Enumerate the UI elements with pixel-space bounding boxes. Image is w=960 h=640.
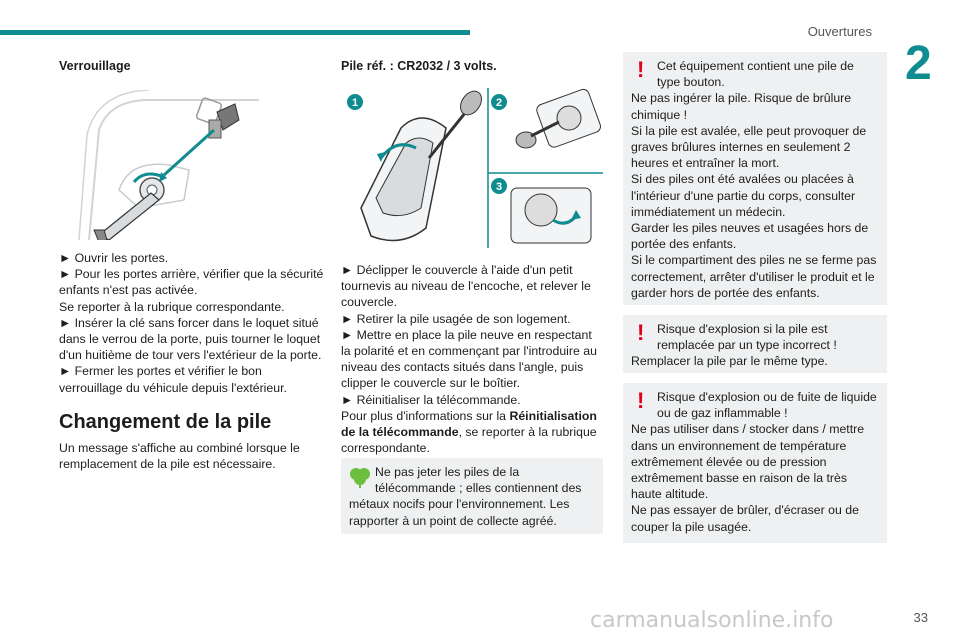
page-number: 33 [913, 610, 928, 625]
locking-steps: ► Ouvrir les portes. ► Pour les portes arrière, vérifier que la sécurité enfants n'est pas activée. Se reporter à la rubrique correspondante. ► Insérer la clé sans forcer dans le loquet situé dans le verrou de la porte, puis tourner le loquet d'un huitième de tour vers l'extérieur de la porte. ► Fermer les portes et vérifier le bon verrouillage du véhicule depuis l'extérieur. [59, 251, 324, 395]
battery-warning-rest: Ne pas ingérer la pile. Risque de brûlure chimique ! Si la pile est avalée, elle peut provoquer de graves brûlures internes en seulement 2 heures et entraîner la mort. Si des piles ont été avalées ou placées à l'intérieur d'une partie du corps, consulter immédiatement un médecin. Garder les piles neuves et usagées hors de portée des enfants. Si le compartiment des piles ne se ferme pas correctement, arrêter d'utiliser le produit et le garder hors de portée des enfants. [631, 91, 877, 300]
column-middle [341, 58, 603, 74]
fig-label-3: 3 [495, 181, 503, 193]
reset-reference [341, 408, 603, 457]
battery-change-intro: Un message s'affiche au combiné lorsque le remplacement de la pile est nécessaire. [59, 440, 300, 472]
reset-ref-text: Pour plus d'informations sur la [341, 408, 510, 423]
leak-warning-rest: Ne pas utiliser dans / stocker dans / mettre dans un environnement de température extrêmement élevée ou de pression extrêmement basse en raison de la très haute altitude. Ne pas essayer de brûler, d'écraser ou de couper la pile usagée. [631, 422, 865, 534]
leak-warning-note [623, 383, 887, 543]
door-lock-illustration [59, 90, 264, 240]
locking-heading: Verrouillage [59, 59, 131, 73]
battery-instructions [341, 262, 603, 456]
reset-ref-link: Réinitialisation de la télécommande [341, 408, 597, 440]
locking-instructions [59, 250, 324, 472]
battery-warning-first: Cet équipement contient une pile de type bouton. [657, 59, 854, 90]
environment-note-first: Ne pas jeter les piles de la télécommande ; elles contiennent des [375, 465, 582, 496]
explosion-warning-first: Risque d'explosion si la pile est remplacée par un type incorrect ! [657, 322, 837, 353]
environment-note [341, 458, 603, 534]
eco-leaf-icon [349, 466, 371, 488]
environment-note-rest: métaux nocifs pour l'environnement. Les rapporter à un point de collecte agréé. [349, 497, 570, 528]
leak-warning-first: Risque d'explosion ou de fuite de liquide ou de gaz inflammable ! [657, 390, 877, 421]
header-accent-bar [0, 30, 470, 35]
reset-ref-text-end: , se reporter à la rubrique correspondante. [341, 425, 597, 456]
battery-ref-heading: Pile réf. : CR2032 / 3 volts. [341, 59, 497, 73]
fig-label-2: 2 [495, 97, 503, 109]
warning-icon: ! [637, 320, 645, 345]
watermark: carmanualsonline.info [590, 608, 834, 633]
battery-warning-note [623, 52, 887, 305]
battery-change-title: Changement de la pile [59, 410, 272, 433]
explosion-warning-note [623, 315, 887, 373]
warning-icon: ! [637, 57, 645, 82]
battery-steps: ► Déclipper le couvercle à l'aide d'un petit tournevis au niveau de l'encoche, et relever le couvercle. ► Retirer la pile usagée de son logement. ► Mettre en place la pile neuve en respectant la polarité et en commençant par l'introduire au niveau des contacts situés dans l'angle, puis clipper le couvercle sur le boîtier. ► Réinitialiser la télécommande. [341, 263, 597, 407]
fig-label-1: 1 [351, 97, 359, 109]
column-left [59, 58, 324, 74]
battery-replacement-illustration [341, 88, 603, 248]
warning-icon: ! [637, 388, 645, 413]
section-title: Ouvertures [807, 24, 872, 39]
explosion-warning-rest: Remplacer la pile par le même type. [631, 354, 828, 369]
chapter-number: 2 [905, 37, 932, 90]
